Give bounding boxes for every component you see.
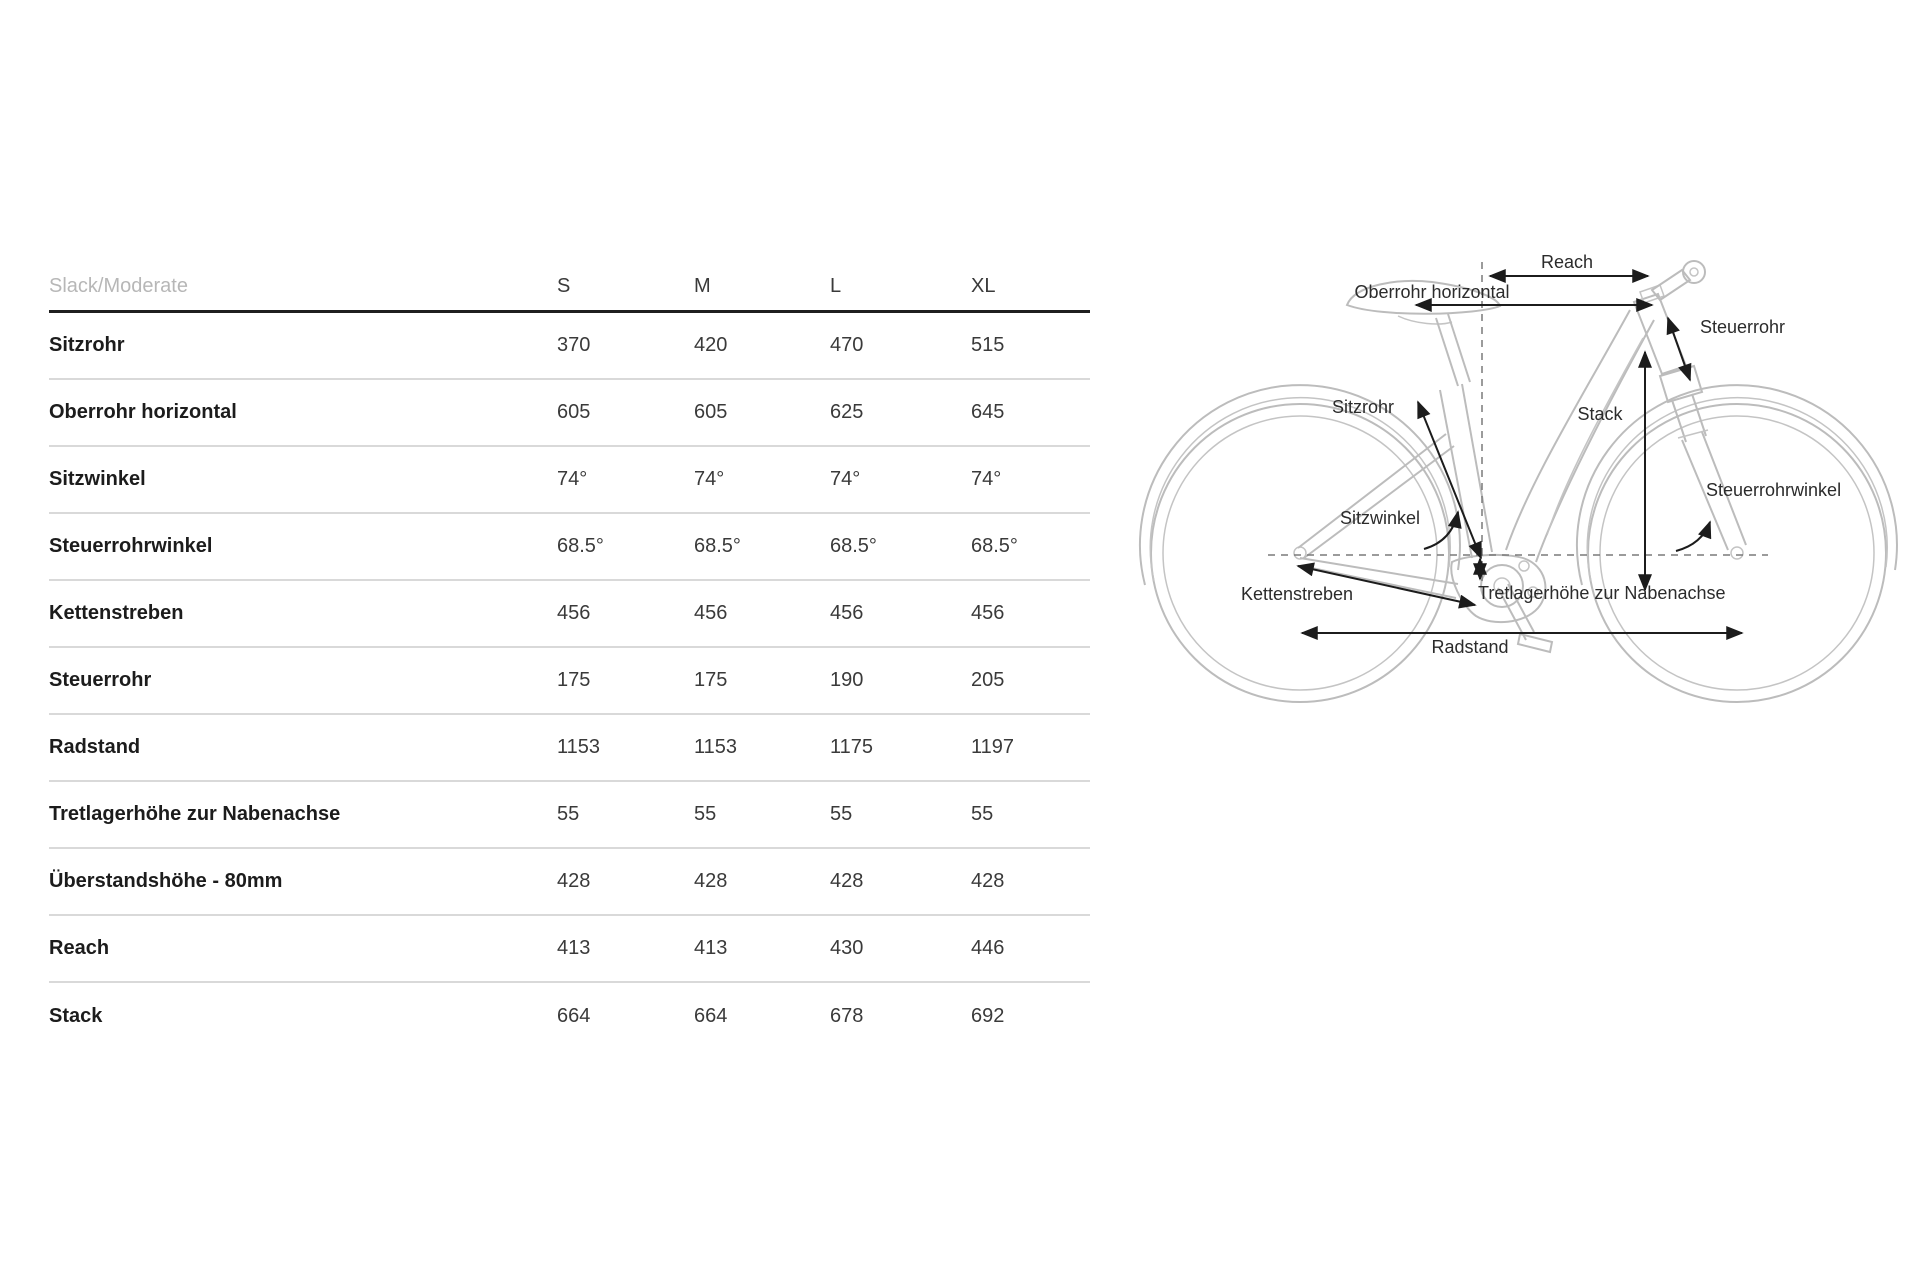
cell-value: 605 [694, 401, 728, 423]
fork-crown [1660, 366, 1702, 402]
kettenstreben-label: Kettenstreben [1240, 584, 1354, 604]
cell-value: 175 [557, 669, 591, 691]
front-wheel [1588, 404, 1886, 702]
cell-value: 446 [971, 937, 1005, 959]
column-header-s: S [557, 274, 571, 297]
cell-value: 428 [830, 870, 864, 892]
cell-value: 68.5° [694, 535, 741, 557]
cell-value: 413 [557, 937, 591, 959]
column-header-l: L [830, 274, 842, 297]
cell-value: 1153 [557, 736, 601, 758]
cell-value: 68.5° [557, 535, 604, 557]
handlebar-grip [1683, 261, 1705, 283]
cell-value: 74° [971, 468, 1002, 490]
column-header-xl: XL [971, 274, 996, 297]
cell-value: 625 [830, 401, 864, 423]
diagram-labels [1241, 252, 1841, 657]
cell-value: 205 [971, 669, 1005, 691]
row-label: Sitzwinkel [49, 468, 146, 490]
row-label: Steuerrohr [49, 669, 152, 691]
cell-value: 428 [557, 870, 591, 892]
cell-value: 428 [971, 870, 1005, 892]
cell-value: 55 [557, 803, 580, 825]
cell-value: 370 [557, 334, 591, 356]
seat-stay [1298, 434, 1446, 548]
row-label: Überstandshöhe - 80mm [49, 870, 283, 892]
cell-value: 413 [694, 937, 728, 959]
reach-label: Reach [1540, 252, 1594, 272]
sitzwinkel-arc [1424, 512, 1458, 549]
front-axle [1731, 547, 1743, 559]
table-title: Slack/Moderate [49, 274, 188, 297]
cell-value: 456 [971, 602, 1005, 624]
rear-wheel [1151, 404, 1449, 702]
cell-value: 678 [830, 1005, 864, 1027]
cell-value: 74° [694, 468, 725, 490]
seat-post [1436, 318, 1458, 386]
row-label: Tretlagerhöhe zur Nabenachse [49, 803, 341, 825]
cell-value: 1175 [830, 736, 874, 758]
cell-value: 456 [694, 602, 728, 624]
row-label: Sitzrohr [49, 334, 125, 356]
row-label: Kettenstreben [49, 602, 184, 624]
radstand-label: Radstand [1431, 637, 1509, 657]
cell-value: 1197 [971, 736, 1015, 758]
cell-value: 664 [557, 1005, 591, 1027]
cell-value: 55 [971, 803, 994, 825]
steuerrohrwinkel-label: Steuerrohrwinkel [1706, 480, 1842, 500]
steuerrohr-label: Steuerrohr [1700, 317, 1786, 337]
cell-value: 456 [557, 602, 591, 624]
cell-value: 664 [694, 1005, 728, 1027]
cell-value: 420 [694, 334, 728, 356]
cell-value: 55 [694, 803, 717, 825]
cell-value: 68.5° [971, 535, 1018, 557]
stack-label: Stack [1577, 404, 1623, 424]
row-label: Stack [49, 1005, 103, 1027]
cell-value: 68.5° [830, 535, 877, 557]
cell-value: 605 [557, 401, 591, 423]
row-label: Oberrohr horizontal [49, 401, 237, 423]
tretlager-label: Tretlagerhöhe zur Nabenachse [1478, 583, 1726, 603]
sitzwinkel-label: Sitzwinkel [1339, 508, 1420, 528]
row-label: Reach [49, 937, 110, 959]
cell-value: 470 [830, 334, 864, 356]
cell-value: 430 [830, 937, 864, 959]
cell-value: 55 [830, 803, 853, 825]
column-header-m: M [694, 274, 711, 297]
cell-value: 175 [694, 669, 728, 691]
cell-value: 1153 [694, 736, 738, 758]
cell-value: 645 [971, 401, 1005, 423]
row-label: Steuerrohrwinkel [49, 535, 213, 557]
cell-value: 74° [557, 468, 588, 490]
steuerrohrwinkel-arc [1676, 522, 1710, 551]
cell-value: 515 [971, 334, 1005, 356]
cell-value: 428 [694, 870, 728, 892]
down-tube [1506, 310, 1630, 550]
row-label: Radstand [49, 736, 141, 758]
cell-value: 190 [830, 669, 864, 691]
oberrohr-label: Oberrohr horizontal [1354, 282, 1510, 302]
cell-value: 74° [830, 468, 861, 490]
sitzrohr-label: Sitzrohr [1331, 397, 1394, 417]
cell-value: 692 [971, 1005, 1005, 1027]
cell-value: 456 [830, 602, 864, 624]
